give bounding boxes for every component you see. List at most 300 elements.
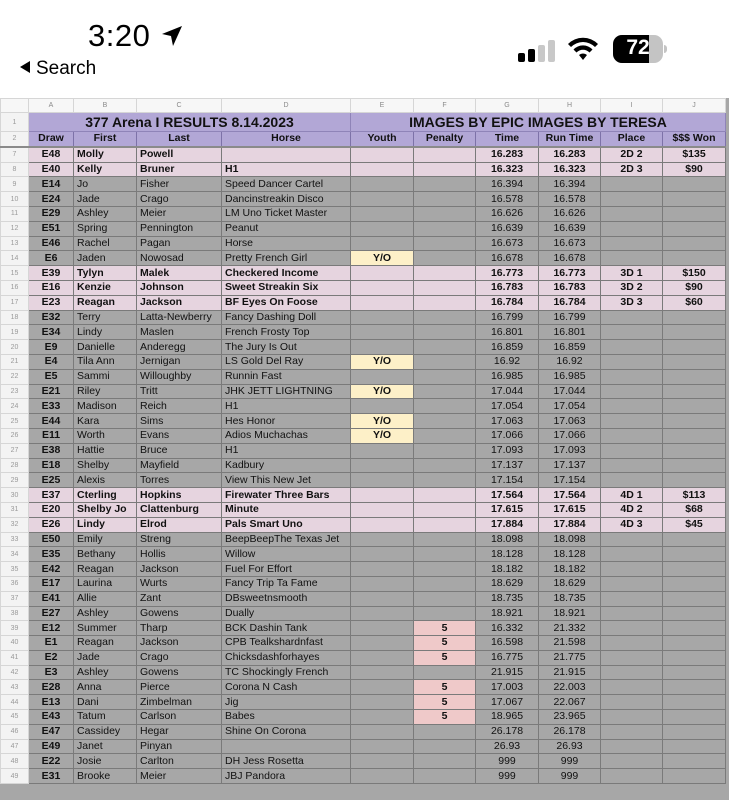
penalty-cell[interactable] (414, 280, 476, 295)
run-time-cell[interactable]: 21.598 (539, 636, 601, 651)
first-name-cell[interactable]: Cterling (74, 488, 137, 503)
last-name-cell[interactable]: Meier (137, 769, 222, 784)
first-name-cell[interactable]: Emily (74, 532, 137, 547)
first-name-cell[interactable]: Shelby (74, 458, 137, 473)
first-name-cell[interactable]: Summer (74, 621, 137, 636)
row-number[interactable]: 32 (1, 517, 29, 532)
horse-cell[interactable] (222, 147, 351, 162)
time-cell[interactable]: 16.673 (476, 236, 539, 251)
youth-cell[interactable] (351, 576, 414, 591)
place-cell[interactable]: 4D 1 (601, 488, 663, 503)
time-cell[interactable]: 16.775 (476, 650, 539, 665)
youth-cell[interactable] (351, 443, 414, 458)
first-name-cell[interactable]: Jaden (74, 251, 137, 266)
penalty-cell[interactable] (414, 547, 476, 562)
last-name-cell[interactable]: Maslen (137, 325, 222, 340)
first-name-cell[interactable]: Kara (74, 414, 137, 429)
penalty-cell[interactable] (414, 769, 476, 784)
place-cell[interactable] (601, 399, 663, 414)
penalty-cell[interactable] (414, 502, 476, 517)
horse-cell[interactable]: Kadbury (222, 458, 351, 473)
winnings-cell[interactable] (663, 724, 726, 739)
penalty-cell[interactable] (414, 576, 476, 591)
penalty-cell[interactable]: 5 (414, 695, 476, 710)
draw-cell[interactable]: E43 (29, 710, 74, 725)
draw-cell[interactable]: E46 (29, 236, 74, 251)
run-time-cell[interactable]: 16.799 (539, 310, 601, 325)
winnings-cell[interactable] (663, 606, 726, 621)
winnings-cell[interactable] (663, 206, 726, 221)
run-time-cell[interactable]: 16.678 (539, 251, 601, 266)
place-cell[interactable]: 3D 1 (601, 266, 663, 281)
draw-cell[interactable]: E49 (29, 739, 74, 754)
time-cell[interactable]: 16.678 (476, 251, 539, 266)
first-name-cell[interactable]: Cassidey (74, 724, 137, 739)
draw-cell[interactable]: E29 (29, 206, 74, 221)
youth-cell[interactable] (351, 473, 414, 488)
winnings-cell[interactable] (663, 414, 726, 429)
winnings-cell[interactable] (663, 325, 726, 340)
run-time-cell[interactable]: 17.054 (539, 399, 601, 414)
winnings-cell[interactable] (663, 221, 726, 236)
run-time-cell[interactable]: 16.323 (539, 162, 601, 177)
first-name-cell[interactable]: Jade (74, 650, 137, 665)
winnings-cell[interactable]: $113 (663, 488, 726, 503)
column-letter-a[interactable]: A (29, 99, 74, 113)
row-number[interactable]: 38 (1, 606, 29, 621)
horse-cell[interactable]: Fancy Trip Ta Fame (222, 576, 351, 591)
first-name-cell[interactable]: Reagan (74, 636, 137, 651)
first-name-cell[interactable]: Anna (74, 680, 137, 695)
horse-cell[interactable]: Pretty French Girl (222, 251, 351, 266)
time-cell[interactable]: 16.801 (476, 325, 539, 340)
row-number[interactable]: 47 (1, 739, 29, 754)
place-cell[interactable] (601, 576, 663, 591)
time-cell[interactable]: 16.92 (476, 354, 539, 369)
column-letter-d[interactable]: D (222, 99, 351, 113)
draw-cell[interactable]: E4 (29, 354, 74, 369)
draw-cell[interactable]: E31 (29, 769, 74, 784)
place-cell[interactable] (601, 414, 663, 429)
run-time-cell[interactable]: 16.801 (539, 325, 601, 340)
youth-cell[interactable] (351, 724, 414, 739)
horse-cell[interactable] (222, 739, 351, 754)
column-letter-e[interactable]: E (351, 99, 414, 113)
first-name-cell[interactable]: Jo (74, 177, 137, 192)
winnings-cell[interactable] (663, 739, 726, 754)
draw-cell[interactable]: E27 (29, 606, 74, 621)
spreadsheet-view[interactable] (0, 98, 729, 800)
draw-cell[interactable]: E40 (29, 162, 74, 177)
horse-cell[interactable]: Shine On Corona (222, 724, 351, 739)
winnings-cell[interactable] (663, 532, 726, 547)
draw-cell[interactable]: E11 (29, 428, 74, 443)
last-name-cell[interactable]: Gowens (137, 606, 222, 621)
winnings-cell[interactable] (663, 621, 726, 636)
youth-cell[interactable] (351, 621, 414, 636)
last-name-cell[interactable]: Hollis (137, 547, 222, 562)
youth-cell[interactable] (351, 636, 414, 651)
horse-cell[interactable]: View This New Jet (222, 473, 351, 488)
winnings-cell[interactable]: $150 (663, 266, 726, 281)
row-number[interactable]: 20 (1, 340, 29, 355)
column-letter-h[interactable]: H (539, 99, 601, 113)
draw-cell[interactable]: E2 (29, 650, 74, 665)
youth-cell[interactable] (351, 369, 414, 384)
row-number[interactable]: 44 (1, 695, 29, 710)
row-number[interactable]: 29 (1, 473, 29, 488)
time-cell[interactable]: 16.626 (476, 206, 539, 221)
horse-cell[interactable]: Fancy Dashing Doll (222, 310, 351, 325)
youth-cell[interactable] (351, 710, 414, 725)
place-cell[interactable] (601, 177, 663, 192)
draw-cell[interactable]: E16 (29, 280, 74, 295)
last-name-cell[interactable]: Mayfield (137, 458, 222, 473)
penalty-cell[interactable] (414, 562, 476, 577)
draw-cell[interactable]: E3 (29, 665, 74, 680)
time-cell[interactable]: 18.629 (476, 576, 539, 591)
winnings-cell[interactable] (663, 650, 726, 665)
run-time-cell[interactable]: 17.044 (539, 384, 601, 399)
first-name-cell[interactable]: Tylyn (74, 266, 137, 281)
draw-cell[interactable]: E24 (29, 192, 74, 207)
row-number[interactable]: 36 (1, 576, 29, 591)
place-cell[interactable] (601, 665, 663, 680)
first-name-cell[interactable]: Tatum (74, 710, 137, 725)
row-number[interactable]: 30 (1, 488, 29, 503)
winnings-cell[interactable] (663, 665, 726, 680)
draw-cell[interactable]: E5 (29, 369, 74, 384)
last-name-cell[interactable]: Crago (137, 192, 222, 207)
first-name-cell[interactable]: Reagan (74, 562, 137, 577)
run-time-cell[interactable]: 26.178 (539, 724, 601, 739)
run-time-cell[interactable]: 18.735 (539, 591, 601, 606)
horse-cell[interactable]: Speed Dancer Cartel (222, 177, 351, 192)
winnings-cell[interactable] (663, 458, 726, 473)
last-name-cell[interactable]: Pagan (137, 236, 222, 251)
row-number[interactable]: 8 (1, 162, 29, 177)
winnings-cell[interactable]: $68 (663, 502, 726, 517)
horse-cell[interactable]: Dually (222, 606, 351, 621)
run-time-cell[interactable]: 999 (539, 769, 601, 784)
youth-cell[interactable] (351, 769, 414, 784)
time-cell[interactable]: 18.965 (476, 710, 539, 725)
time-cell[interactable]: 17.066 (476, 428, 539, 443)
youth-cell[interactable] (351, 739, 414, 754)
first-name-cell[interactable]: Dani (74, 695, 137, 710)
time-cell[interactable]: 17.067 (476, 695, 539, 710)
horse-cell[interactable]: Willow (222, 547, 351, 562)
penalty-cell[interactable] (414, 384, 476, 399)
penalty-cell[interactable] (414, 147, 476, 162)
penalty-cell[interactable] (414, 325, 476, 340)
horse-cell[interactable]: Corona N Cash (222, 680, 351, 695)
winnings-cell[interactable]: $135 (663, 147, 726, 162)
youth-cell[interactable] (351, 650, 414, 665)
run-time-cell[interactable]: 26.93 (539, 739, 601, 754)
last-name-cell[interactable]: Carlson (137, 710, 222, 725)
place-cell[interactable] (601, 310, 663, 325)
penalty-cell[interactable] (414, 414, 476, 429)
row-number[interactable]: 39 (1, 621, 29, 636)
last-name-cell[interactable]: Pennington (137, 221, 222, 236)
horse-cell[interactable]: The Jury Is Out (222, 340, 351, 355)
penalty-cell[interactable] (414, 221, 476, 236)
draw-cell[interactable]: E48 (29, 147, 74, 162)
first-name-cell[interactable]: Janet (74, 739, 137, 754)
youth-cell[interactable] (351, 310, 414, 325)
youth-cell[interactable] (351, 147, 414, 162)
last-name-cell[interactable]: Pierce (137, 680, 222, 695)
first-name-cell[interactable]: Spring (74, 221, 137, 236)
first-name-cell[interactable]: Madison (74, 399, 137, 414)
penalty-cell[interactable] (414, 177, 476, 192)
column-letter-i[interactable]: I (601, 99, 663, 113)
row-number[interactable]: 31 (1, 502, 29, 517)
time-cell[interactable]: 17.615 (476, 502, 539, 517)
run-time-cell[interactable]: 21.775 (539, 650, 601, 665)
time-cell[interactable]: 17.154 (476, 473, 539, 488)
winnings-cell[interactable] (663, 310, 726, 325)
winnings-cell[interactable] (663, 340, 726, 355)
penalty-cell[interactable] (414, 206, 476, 221)
last-name-cell[interactable]: Streng (137, 532, 222, 547)
time-cell[interactable]: 16.784 (476, 295, 539, 310)
row-number[interactable]: 1 (1, 113, 29, 132)
row-number[interactable]: 22 (1, 369, 29, 384)
row-number[interactable]: 19 (1, 325, 29, 340)
last-name-cell[interactable]: Carlton (137, 754, 222, 769)
first-name-cell[interactable]: Allie (74, 591, 137, 606)
place-cell[interactable] (601, 769, 663, 784)
horse-cell[interactable]: JBJ Pandora (222, 769, 351, 784)
draw-cell[interactable]: E26 (29, 517, 74, 532)
row-number[interactable]: 26 (1, 428, 29, 443)
run-time-cell[interactable]: 17.066 (539, 428, 601, 443)
draw-cell[interactable]: E51 (29, 221, 74, 236)
column-letter-f[interactable]: F (414, 99, 476, 113)
last-name-cell[interactable]: Evans (137, 428, 222, 443)
youth-cell[interactable] (351, 399, 414, 414)
row-number[interactable]: 35 (1, 562, 29, 577)
time-cell[interactable]: 999 (476, 769, 539, 784)
penalty-cell[interactable] (414, 251, 476, 266)
first-name-cell[interactable]: Ashley (74, 206, 137, 221)
run-time-cell[interactable]: 16.92 (539, 354, 601, 369)
last-name-cell[interactable]: Fisher (137, 177, 222, 192)
penalty-cell[interactable] (414, 310, 476, 325)
youth-cell[interactable] (351, 532, 414, 547)
column-letter-b[interactable]: B (74, 99, 137, 113)
row-number[interactable]: 13 (1, 236, 29, 251)
winnings-cell[interactable] (663, 754, 726, 769)
first-name-cell[interactable]: Alexis (74, 473, 137, 488)
time-cell[interactable]: 17.884 (476, 517, 539, 532)
time-cell[interactable]: 16.859 (476, 340, 539, 355)
youth-cell[interactable] (351, 192, 414, 207)
last-name-cell[interactable]: Gowens (137, 665, 222, 680)
draw-cell[interactable]: E47 (29, 724, 74, 739)
place-cell[interactable] (601, 724, 663, 739)
first-name-cell[interactable]: Bethany (74, 547, 137, 562)
horse-cell[interactable]: French Frosty Top (222, 325, 351, 340)
row-number[interactable]: 9 (1, 177, 29, 192)
time-cell[interactable]: 26.93 (476, 739, 539, 754)
draw-cell[interactable]: E18 (29, 458, 74, 473)
last-name-cell[interactable]: Wurts (137, 576, 222, 591)
draw-cell[interactable]: E33 (29, 399, 74, 414)
youth-cell[interactable]: Y/O (351, 354, 414, 369)
row-number[interactable]: 49 (1, 769, 29, 784)
last-name-cell[interactable]: Johnson (137, 280, 222, 295)
last-name-cell[interactable]: Hegar (137, 724, 222, 739)
penalty-cell[interactable] (414, 665, 476, 680)
last-name-cell[interactable]: Jernigan (137, 354, 222, 369)
run-time-cell[interactable]: 16.578 (539, 192, 601, 207)
run-time-cell[interactable]: 17.137 (539, 458, 601, 473)
last-name-cell[interactable]: Malek (137, 266, 222, 281)
run-time-cell[interactable]: 16.985 (539, 369, 601, 384)
place-cell[interactable] (601, 636, 663, 651)
last-name-cell[interactable]: Nowosad (137, 251, 222, 266)
row-number[interactable]: 12 (1, 221, 29, 236)
place-cell[interactable]: 4D 2 (601, 502, 663, 517)
penalty-cell[interactable] (414, 724, 476, 739)
time-cell[interactable]: 16.394 (476, 177, 539, 192)
winnings-cell[interactable] (663, 399, 726, 414)
row-number[interactable]: 17 (1, 295, 29, 310)
first-name-cell[interactable]: Kelly (74, 162, 137, 177)
time-cell[interactable]: 17.003 (476, 680, 539, 695)
last-name-cell[interactable]: Zant (137, 591, 222, 606)
last-name-cell[interactable]: Meier (137, 206, 222, 221)
draw-cell[interactable]: E20 (29, 502, 74, 517)
row-number[interactable]: 34 (1, 547, 29, 562)
youth-cell[interactable] (351, 162, 414, 177)
place-cell[interactable] (601, 650, 663, 665)
time-cell[interactable]: 16.332 (476, 621, 539, 636)
penalty-cell[interactable] (414, 192, 476, 207)
run-time-cell[interactable]: 16.773 (539, 266, 601, 281)
horse-cell[interactable]: Adios Muchachas (222, 428, 351, 443)
time-cell[interactable]: 16.773 (476, 266, 539, 281)
row-number[interactable]: 11 (1, 206, 29, 221)
penalty-cell[interactable] (414, 236, 476, 251)
draw-cell[interactable]: E41 (29, 591, 74, 606)
horse-cell[interactable]: Pals Smart Uno (222, 517, 351, 532)
place-cell[interactable]: 3D 2 (601, 280, 663, 295)
row-number[interactable]: 28 (1, 458, 29, 473)
place-cell[interactable] (601, 443, 663, 458)
horse-cell[interactable]: DBsweetnsmooth (222, 591, 351, 606)
youth-cell[interactable] (351, 606, 414, 621)
penalty-cell[interactable] (414, 532, 476, 547)
time-cell[interactable]: 16.639 (476, 221, 539, 236)
place-cell[interactable] (601, 236, 663, 251)
time-cell[interactable]: 18.735 (476, 591, 539, 606)
draw-cell[interactable]: E12 (29, 621, 74, 636)
run-time-cell[interactable]: 16.783 (539, 280, 601, 295)
horse-cell[interactable]: Hes Honor (222, 414, 351, 429)
last-name-cell[interactable]: Tritt (137, 384, 222, 399)
run-time-cell[interactable]: 16.859 (539, 340, 601, 355)
time-cell[interactable]: 16.783 (476, 280, 539, 295)
winnings-cell[interactable]: $90 (663, 280, 726, 295)
draw-cell[interactable]: E21 (29, 384, 74, 399)
row-number[interactable]: 41 (1, 650, 29, 665)
row-number[interactable]: 40 (1, 636, 29, 651)
horse-cell[interactable]: Sweet Streakin Six (222, 280, 351, 295)
horse-cell[interactable]: Checkered Income (222, 266, 351, 281)
row-number[interactable]: 24 (1, 399, 29, 414)
place-cell[interactable] (601, 325, 663, 340)
winnings-cell[interactable] (663, 547, 726, 562)
draw-cell[interactable]: E1 (29, 636, 74, 651)
winnings-cell[interactable] (663, 576, 726, 591)
place-cell[interactable] (601, 369, 663, 384)
first-name-cell[interactable]: Lindy (74, 517, 137, 532)
horse-cell[interactable]: Firewater Three Bars (222, 488, 351, 503)
run-time-cell[interactable]: 17.564 (539, 488, 601, 503)
place-cell[interactable] (601, 206, 663, 221)
time-cell[interactable]: 17.137 (476, 458, 539, 473)
horse-cell[interactable]: LM Uno Ticket Master (222, 206, 351, 221)
youth-cell[interactable] (351, 325, 414, 340)
place-cell[interactable]: 3D 3 (601, 295, 663, 310)
draw-cell[interactable]: E6 (29, 251, 74, 266)
run-time-cell[interactable]: 17.615 (539, 502, 601, 517)
row-number[interactable]: 16 (1, 280, 29, 295)
run-time-cell[interactable]: 17.063 (539, 414, 601, 429)
run-time-cell[interactable]: 22.067 (539, 695, 601, 710)
row-number[interactable]: 18 (1, 310, 29, 325)
penalty-cell[interactable]: 5 (414, 650, 476, 665)
run-time-cell[interactable]: 17.093 (539, 443, 601, 458)
youth-cell[interactable] (351, 236, 414, 251)
youth-cell[interactable] (351, 177, 414, 192)
place-cell[interactable] (601, 710, 663, 725)
last-name-cell[interactable]: Jackson (137, 295, 222, 310)
youth-cell[interactable] (351, 517, 414, 532)
draw-cell[interactable]: E35 (29, 547, 74, 562)
draw-cell[interactable]: E32 (29, 310, 74, 325)
penalty-cell[interactable]: 5 (414, 680, 476, 695)
run-time-cell[interactable]: 18.629 (539, 576, 601, 591)
winnings-cell[interactable] (663, 354, 726, 369)
youth-cell[interactable] (351, 340, 414, 355)
winnings-cell[interactable] (663, 236, 726, 251)
penalty-cell[interactable] (414, 428, 476, 443)
time-cell[interactable]: 16.985 (476, 369, 539, 384)
time-cell[interactable]: 21.915 (476, 665, 539, 680)
place-cell[interactable] (601, 547, 663, 562)
penalty-cell[interactable] (414, 606, 476, 621)
youth-cell[interactable] (351, 680, 414, 695)
place-cell[interactable] (601, 251, 663, 266)
first-name-cell[interactable]: Laurina (74, 576, 137, 591)
first-name-cell[interactable]: Tila Ann (74, 354, 137, 369)
draw-cell[interactable]: E39 (29, 266, 74, 281)
row-number[interactable]: 37 (1, 591, 29, 606)
time-cell[interactable]: 16.598 (476, 636, 539, 651)
run-time-cell[interactable]: 18.182 (539, 562, 601, 577)
place-cell[interactable] (601, 340, 663, 355)
horse-cell[interactable]: Chicksdashforhayes (222, 650, 351, 665)
last-name-cell[interactable]: Tharp (137, 621, 222, 636)
run-time-cell[interactable]: 21.332 (539, 621, 601, 636)
youth-cell[interactable] (351, 488, 414, 503)
draw-cell[interactable]: E23 (29, 295, 74, 310)
